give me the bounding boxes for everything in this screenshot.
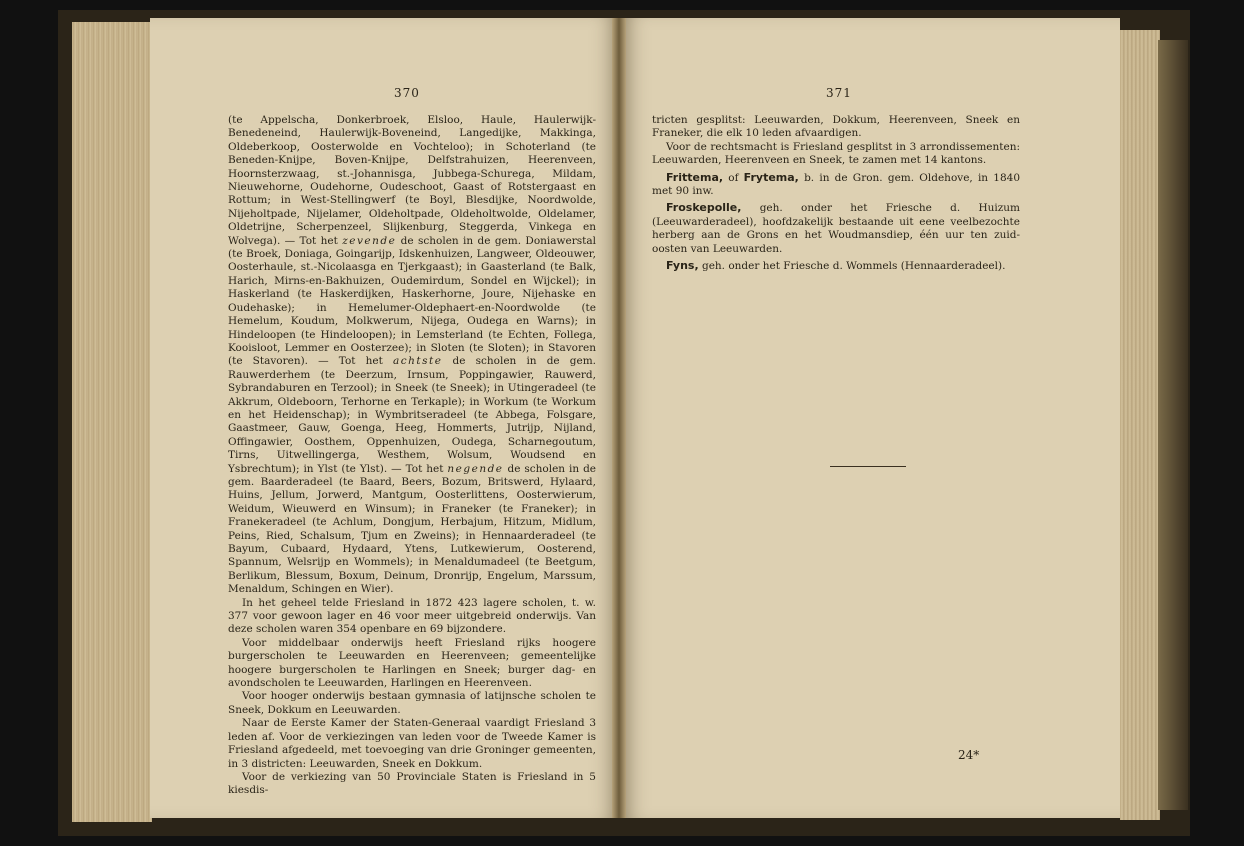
paragraph: (te Appelscha, Donkerbroek, Elsloo, Haule, Haulerwijk-Benedeneind, Haulerwijk-Boveneind, Langedijke, Makkinga, Oldeberkoop, Oosterwolde en Vochteloo); in Schoterland (te Beneden-Knijpe, Boven-Knijpe, Delfstrahuizen, Heerenveen, Hoornsterzwaag, st.-Johannisga, Jubbega-Schurega, Mildam, Nieuwehorne, Oudehorne, Oudeschoot, Gaast of Rotstergaast en Rottum; in West-Stellingwerf (te Boyl, Blesdijke, Noordwolde, Nijeholtpade, Nijelamer, Oldeholtpade, Oldeholtwolde, Oldelamer, Oldetrijne, Scherpenzeel, Slijkenburg, Steggerda, Vinkega en Wolvega). — Tot het zevende de scholen in de gem. Doniawerstal (te Broek, Doniaga, Goingarijp, Idskenhuizen, Langweer, Oldeouwer, Oosterhaule, st.-Nicolaasga en Tjerkgaast); in Gaasterland (te Balk, Harich, Mirns-en-Bakhuizen, Oudemirdum, Sondel en Wijckel); in Haskerland (te Haskerdijken, Haskerhorne, Joure, Nijehaske en Oudehaske); in Hemelumer-Oldephaert-en-Noordwolde (te Hemelum, Koudum, Molkwerum, Nijega, Oudega en Warns); in Hindeloopen (te Hindeloopen); in Lemsterland (te Echten, Follega, Kooisloot, Lemmer en Oosterzee); in Sloten (te Sloten); in Stavoren (te Stavoren). — Tot het achtste de scholen in de gem. Rauwerderhem (te Deerzum, Irnsum, Poppingawier, Rauwerd, Sybrandaburen en Terzool); in Sneek (te Sneek); in Utingeradeel (te Akkrum, Oldeboorn, Terhorne en Terkaple); in Workum (te Workum en het Heidenschap); in Wymbritseradeel (te Abbega, Folsgare, Gaastmeer, Gauw, Goenga, Heeg, Hommerts, Jutrijp, Nijland, Offingawier, Oosthem, Oppenhuizen, Oudega, Scharnegoutum, Tirns, Uitwellingerga, Westhem, Wolsum, Woudsend en Ysbrechtum); in Ylst (te Ylst). — Tot het negende de scholen in de gem. Baarderadeel (te Baard, Beers, Bozum, Britswerd, Hylaard, Huins, Jellum, Jorwerd, Mantgum, Oosterlittens, Oosterwierum, Weidum, Wieuwerd en Winsum); in Franeker (te Franeker); in Franekeradeel (te Achlum, Dongjum, Herbajum, Hitzum, Midlum, Peins, Ried, Schalsum, Tjum en Zweins); in Hennaarderadeel (te Bayum, Cubaard, Hydaard, Ytens, Lutkewierum, Oosterend, Spannum, Welsrijp en Wommels); in Menaldumadeel (te Beetgum, Berlikum, Blessum, Boxum, Deinum, Dronrijp, Engelum, Marssum, Menaldum, Schingen en Wier). xyxy=(228,114,596,596)
section-end-rule xyxy=(830,466,906,467)
page-edges-right xyxy=(1120,30,1160,820)
right-page-number: 371 xyxy=(826,86,852,100)
paragraph-schools-total: In het geheel telde Friesland in 1872 423 lagere scholen, t. w. 377 voor gewoon lager en 46 voor meer uitgebreid onderwijs. Van deze scholen waren 354 openbare en 69 bijzondere. xyxy=(228,596,596,636)
book-gutter xyxy=(612,18,626,818)
paragraph-jurisdiction: Voor de rechtsmacht is Friesland gesplitst in 3 arrondissementen: Leeuwarden, Heerenveen en Sneek, te zamen met 14 kantons. xyxy=(652,140,1020,167)
right-page-text xyxy=(652,114,1020,273)
entry-froskepolle: Froskepolle, geh. onder het Friesche d. Huizum (Leeuwarderadeel), hoofdzakelijk bestaande uit eene veelbezochte herberg aan de Grons en het Woudmansdiep, één uur ten zuid-oosten van Leeuwarden. xyxy=(652,201,1020,255)
paragraph-higher-education: Voor hooger onderwijs bestaan gymnasia of latijnsche scholen te Sneek, Dokkum en Leeuwarden. xyxy=(228,690,596,716)
paragraph-secondary-education: Voor middelbaar onderwijs heeft Friesland rijks hoogere burgerscholen te Leeuwarden en Heerenveen; gemeentelijke hoogere burgerscholen te Harlingen en Sneek; burger dag- en avondscholen te Leeuwarden, Harlingen en Heerenveen. xyxy=(228,636,596,690)
paragraph-districts: tricten gesplitst: Leeuwarden, Dokkum, Heerenveen, Sneek en Franeker, die elk 10 leden afvaardigen. xyxy=(652,114,1020,140)
paragraph-provincial-states: Voor de verkiezing van 50 Provinciale Staten is Friesland in 5 kiesdis- xyxy=(228,770,596,797)
book-cover-right xyxy=(1158,40,1188,810)
signature-mark: 24* xyxy=(958,748,980,762)
left-page-number: 370 xyxy=(394,86,420,100)
entry-fyns: Fyns, geh. onder het Friesche d. Wommels (Hennaarderadeel). xyxy=(666,259,1006,273)
ordinal-seventh: zevende xyxy=(342,234,397,247)
ordinal-ninth: negende xyxy=(447,462,504,475)
entry-frittema: Frittema, of Frytema, b. in de Gron. gem. Oldehove, in 1840 met 90 inw. xyxy=(652,170,1020,198)
paragraph-first-chamber: Naar de Eerste Kamer der Staten-Generaal vaardigt Friesland 3 leden af. Voor de verkiezingen van leden voor de Tweede Kamer is Friesland afgedeeld, met toevoeging van drie Groninger gemeenten, in 3 districten: Leeuwarden, Sneek en Dokkum. xyxy=(228,717,596,770)
left-page-text xyxy=(228,114,596,798)
ordinal-eighth: achtste xyxy=(392,355,443,368)
page-edges-left xyxy=(72,22,152,822)
